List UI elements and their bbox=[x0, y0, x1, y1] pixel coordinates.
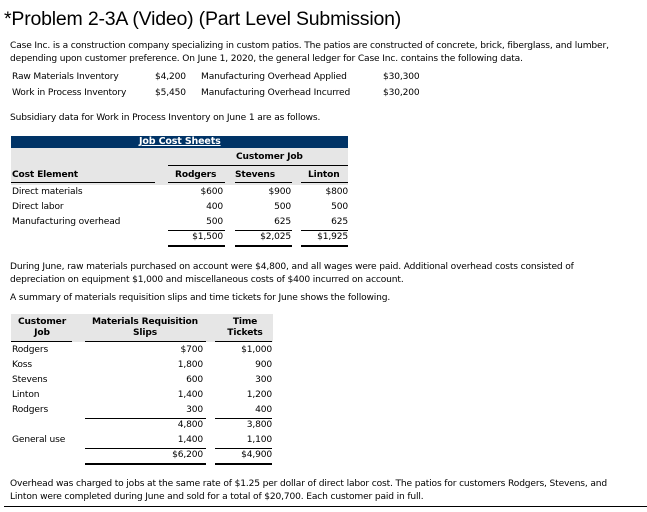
table-row bbox=[11, 215, 348, 230]
ledger-label: Work in Process Inventory bbox=[12, 87, 127, 98]
table-row bbox=[11, 373, 273, 388]
double-rule bbox=[85, 463, 206, 465]
column-header-cost-element: Cost Element bbox=[12, 170, 79, 180]
row-label: Rodgers bbox=[12, 405, 49, 415]
cell-value: 500 bbox=[331, 202, 348, 212]
table-header bbox=[11, 314, 273, 342]
page-title: *Problem 2-3A (Video) (Part Level Submission) bbox=[4, 8, 402, 30]
header-line: Slips bbox=[133, 328, 157, 338]
row-label: Stevens bbox=[12, 375, 48, 385]
summary-text: A summary of materials requisition slips and time tickets for June shows the following. bbox=[10, 293, 391, 303]
rule bbox=[215, 448, 272, 449]
table-row bbox=[11, 358, 273, 373]
totals-row bbox=[11, 448, 273, 465]
row-label: Direct labor bbox=[12, 202, 64, 212]
totals-row bbox=[11, 230, 348, 246]
total-value: $6,200 bbox=[172, 450, 203, 460]
cell-value: 1,400 bbox=[177, 390, 203, 400]
column-header-time bbox=[217, 317, 273, 339]
rule bbox=[235, 230, 292, 231]
cell-value: 400 bbox=[206, 202, 223, 212]
ledger-label: Raw Materials Inventory bbox=[12, 72, 119, 82]
double-rule bbox=[301, 245, 348, 247]
rule bbox=[168, 182, 225, 183]
cell-value: $1,000 bbox=[241, 345, 272, 355]
row-label: Koss bbox=[12, 360, 32, 370]
subtotal-row bbox=[11, 418, 273, 433]
header-line: Time bbox=[232, 317, 258, 327]
total-value: $1,925 bbox=[317, 232, 348, 242]
table-row bbox=[11, 403, 273, 418]
cell-value: 625 bbox=[274, 217, 291, 227]
cell-value: 400 bbox=[255, 405, 272, 415]
ledger-amount: $30,200 bbox=[383, 87, 420, 98]
header-line: Customer bbox=[17, 317, 67, 327]
rule bbox=[215, 418, 272, 419]
requisition-table bbox=[11, 314, 273, 465]
ledger-label: Manufacturing Overhead Applied bbox=[201, 72, 347, 82]
row-label: General use bbox=[12, 435, 66, 445]
row-label: Rodgers bbox=[12, 345, 49, 355]
ledger-amount: $5,450 bbox=[155, 87, 186, 98]
bottom-divider bbox=[4, 506, 647, 507]
cell-value: 1,100 bbox=[246, 435, 272, 445]
job-cost-sheets-table bbox=[11, 136, 348, 246]
ledger-amount: $30,300 bbox=[383, 72, 420, 82]
header-line: Materials Requisition bbox=[92, 317, 198, 327]
rule bbox=[168, 165, 348, 166]
intro-line-2: depending upon customer preference. On June 1, 2020, the general ledger for Case Inc. contains the following data. bbox=[10, 53, 523, 64]
rule bbox=[85, 418, 206, 419]
cell-value: $700 bbox=[180, 345, 203, 355]
rule bbox=[215, 341, 272, 342]
group-header: Customer Job bbox=[236, 152, 303, 162]
double-rule bbox=[235, 245, 292, 247]
june-line-1: During June, raw materials purchased on account were $4,800, and all wages were paid. Additional overhead costs consisted of bbox=[10, 262, 574, 272]
june-line-2: depreciation on equipment $1,000 and miscellaneous costs of $400 incurred on account. bbox=[10, 274, 404, 285]
table-row bbox=[11, 200, 348, 215]
cell-value: 1,400 bbox=[177, 435, 203, 445]
table-title: Job Cost Sheets bbox=[139, 136, 221, 147]
total-value: $2,025 bbox=[260, 232, 291, 242]
double-rule bbox=[215, 463, 272, 465]
rule bbox=[235, 182, 292, 183]
cell-value: 625 bbox=[331, 217, 348, 227]
column-header: Stevens bbox=[235, 170, 275, 180]
overhead-paragraph bbox=[10, 478, 607, 503]
rule bbox=[85, 341, 206, 342]
table-row bbox=[11, 388, 273, 403]
rule bbox=[301, 182, 348, 183]
cell-value: 300 bbox=[186, 405, 203, 415]
row-label: Direct materials bbox=[12, 187, 83, 197]
rule bbox=[301, 230, 348, 231]
double-rule bbox=[168, 245, 225, 247]
rule bbox=[11, 182, 155, 183]
rule bbox=[11, 341, 72, 342]
subtotal-value: 4,800 bbox=[177, 420, 203, 430]
cell-value: 500 bbox=[206, 217, 223, 227]
cell-value: $800 bbox=[325, 187, 348, 197]
intro-line-1: Case Inc. is a construction company specializing in custom patios. The patios are constructed of concrete, brick, fiberglass, and lumber, bbox=[10, 41, 609, 51]
ledger-label: Manufacturing Overhead Incurred bbox=[201, 87, 351, 98]
cell-value: 500 bbox=[274, 202, 291, 212]
header-line: Job bbox=[34, 328, 50, 338]
overhead-line-2: Linton were completed during June and sold for a total of $20,700. Each customer paid in full. bbox=[10, 491, 424, 502]
table-row bbox=[11, 185, 348, 200]
cell-value: $900 bbox=[268, 187, 291, 197]
cell-value: $600 bbox=[200, 187, 223, 197]
rule bbox=[85, 448, 206, 449]
table-header bbox=[11, 148, 348, 185]
cell-value: 1,800 bbox=[177, 360, 203, 370]
subsidiary-text: Subsidiary data for Work in Process Inventory on June 1 are as follows. bbox=[10, 113, 321, 123]
column-header-materials bbox=[85, 317, 205, 339]
cell-value: 600 bbox=[186, 375, 203, 385]
cell-value: 900 bbox=[255, 360, 272, 370]
column-header: Rodgers bbox=[175, 170, 217, 180]
total-value: $1,500 bbox=[192, 232, 223, 242]
total-value: $4,900 bbox=[241, 450, 272, 460]
table-row bbox=[11, 343, 273, 358]
cell-value: 300 bbox=[255, 375, 272, 385]
table-title-band bbox=[11, 136, 348, 148]
overhead-line-1: Overhead was charged to jobs at the same rate of $1.25 per dollar of direct labor cost. The patios for customers Rodgers, Stevens, and bbox=[10, 479, 608, 489]
row-label: Manufacturing overhead bbox=[12, 217, 121, 227]
header-line: Tickets bbox=[227, 328, 263, 338]
rule bbox=[168, 230, 225, 231]
subtotal-value: 3,800 bbox=[246, 420, 272, 430]
intro-paragraph bbox=[10, 40, 609, 65]
row-label: Linton bbox=[12, 390, 40, 400]
column-header: Linton bbox=[308, 170, 340, 180]
ledger-amount: $4,200 bbox=[155, 72, 186, 82]
cell-value: 1,200 bbox=[246, 390, 272, 400]
june-paragraph bbox=[10, 261, 574, 286]
column-header-customer-job bbox=[11, 317, 73, 339]
table-row bbox=[11, 433, 273, 448]
